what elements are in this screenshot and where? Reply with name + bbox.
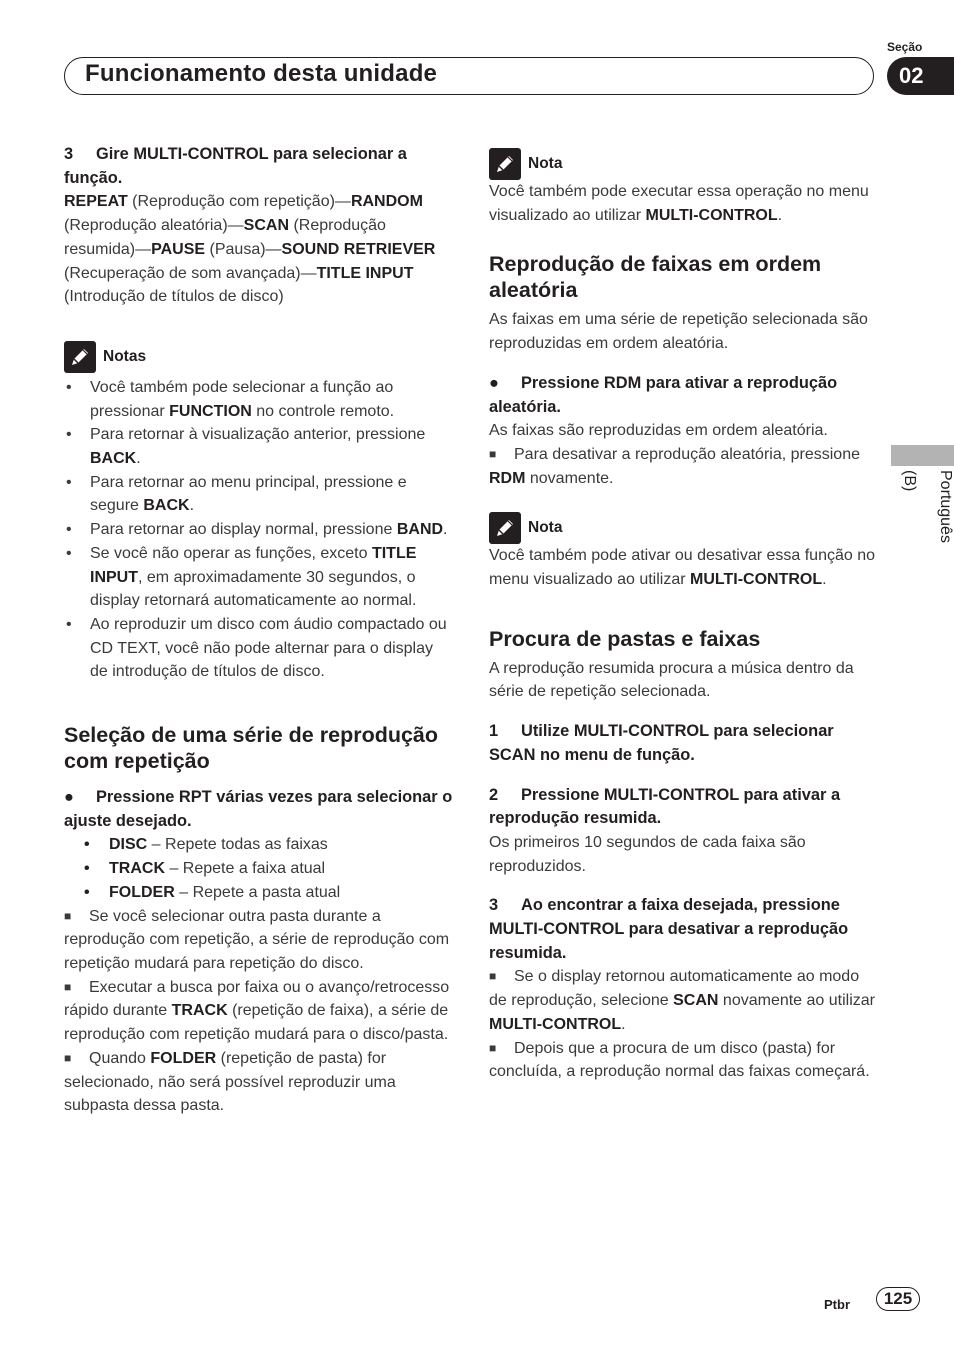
random-intro: As faixas em uma série de repetição selecionada são reproduzidas em ordem aleatória.	[489, 311, 868, 353]
note-header: Nota	[489, 512, 879, 544]
remark: ■ Depois que a procura de um disco (pasta) for concluída, a reprodução normal das faixas começará.	[489, 1039, 870, 1081]
repeat-options-list	[64, 833, 454, 904]
page-title: Funcionamento desta unidade	[85, 60, 438, 87]
language-tab	[891, 445, 954, 466]
pencil-note-icon	[64, 341, 96, 373]
right-column	[489, 143, 879, 1084]
note-text: Você também pode executar essa operação no menu visualizado ao utilizar MULTI-CONTROL.	[489, 183, 869, 224]
scan-step-2-result: Os primeiros 10 segundos de cada faixa são reproduzidos.	[489, 833, 806, 875]
list-item: • FOLDER – Repete a pasta atual	[64, 881, 454, 905]
list-item: • Para retornar à visualização anterior, pressione BACK.	[64, 423, 454, 470]
page-number: 125	[876, 1287, 920, 1311]
section-label: Seção	[887, 40, 923, 54]
list-item: • TRACK – Repete a faixa atual	[64, 857, 454, 881]
remark: ■ Se você selecionar outra pasta durante a reprodução com repetição, a série de reprodução com repetição mudará para repetição do disco.	[64, 907, 450, 972]
remark: ■ Quando FOLDER (repetição de pasta) for selecionado, não será possível reproduzir uma subpasta dessa pasta.	[64, 1049, 396, 1115]
section-title-scan: Procura de pastas e faixas	[489, 626, 761, 651]
repeat-step: ● Pressione RPT várias vezes para selecionar o ajuste desejado.	[64, 788, 453, 830]
list-item: • DISC – Repete todas as faixas	[64, 833, 454, 857]
language-label: Português (B)	[901, 470, 954, 543]
remark: ■ Executar a busca por faixa ou o avanço/retrocesso rápido durante TRACK (repetição de faixa), a série de reprodução com repetição mudará para o disco/pasta.	[64, 978, 450, 1044]
pencil-note-icon	[489, 148, 521, 180]
footer-language-code: Ptbr	[824, 1297, 850, 1312]
function-list: REPEAT (Reprodução com repetição)—RANDOM (Reprodução aleatória)—SCAN (Reprodução resumida)—PAUSE (Pausa)—SOUND RETRIEVER (Recuperação de som avançada)—TITLE INPUT (Introdução de títulos de disco)	[64, 193, 436, 306]
list-item: • Se você não operar as funções, exceto TITLE INPUT, em aproximadamente 30 segundos, o display retornará automaticamente ao normal.	[64, 542, 454, 613]
note-header: Nota	[489, 148, 879, 180]
section-number-badge: 02	[887, 57, 954, 95]
list-item: • Para retornar ao menu principal, pressione e segure BACK.	[64, 471, 454, 518]
scan-step-1: 1 Utilize MULTI-CONTROL para selecionar SCAN no menu de função.	[489, 722, 834, 764]
list-item: • Para retornar ao display normal, pressione BAND.	[64, 518, 454, 542]
scan-step-2: 2 Pressione MULTI-CONTROL para ativar a reprodução resumida.	[489, 785, 841, 828]
pencil-note-icon	[489, 512, 521, 544]
scan-intro: A reprodução resumida procura a música dentro da série de repetição selecionada.	[489, 659, 854, 701]
note-text: Você também pode ativar ou desativar essa função no menu visualizado ao utilizar MULTI-CONTROL.	[489, 547, 876, 589]
list-item: • Você também pode selecionar a função ao pressionar FUNCTION no controle remoto.	[64, 376, 454, 423]
step-3: 3 Gire MULTI-CONTROL para selecionar a função.	[64, 145, 407, 187]
scan-step-3: 3 Ao encontrar a faixa desejada, pressione MULTI-CONTROL para desativar a reprodução resumida.	[489, 896, 849, 962]
notes-list	[64, 376, 454, 684]
section-title-repeat: Seleção de uma série de reprodução com repetição	[64, 723, 439, 774]
notes-header: Notas	[64, 341, 454, 373]
section-title-random: Reprodução de faixas em ordem aleatória	[489, 252, 822, 303]
remark: ■ Se o display retornou automaticamente ao modo de reprodução, selecione SCAN novamente ao utilizar MULTI-CONTROL.	[489, 968, 875, 1033]
remark: ■ Para desativar a reprodução aleatória, pressione RDM novamente.	[489, 445, 860, 487]
random-step: ● Pressione RDM para ativar a reprodução aleatória.	[489, 373, 838, 416]
list-item: • Ao reproduzir um disco com áudio compactado ou CD TEXT, você não pode alternar para o display de introdução de títulos de disco.	[64, 613, 454, 684]
left-column	[64, 143, 454, 1118]
random-result: As faixas são reproduzidas em ordem aleatória.	[489, 422, 828, 440]
